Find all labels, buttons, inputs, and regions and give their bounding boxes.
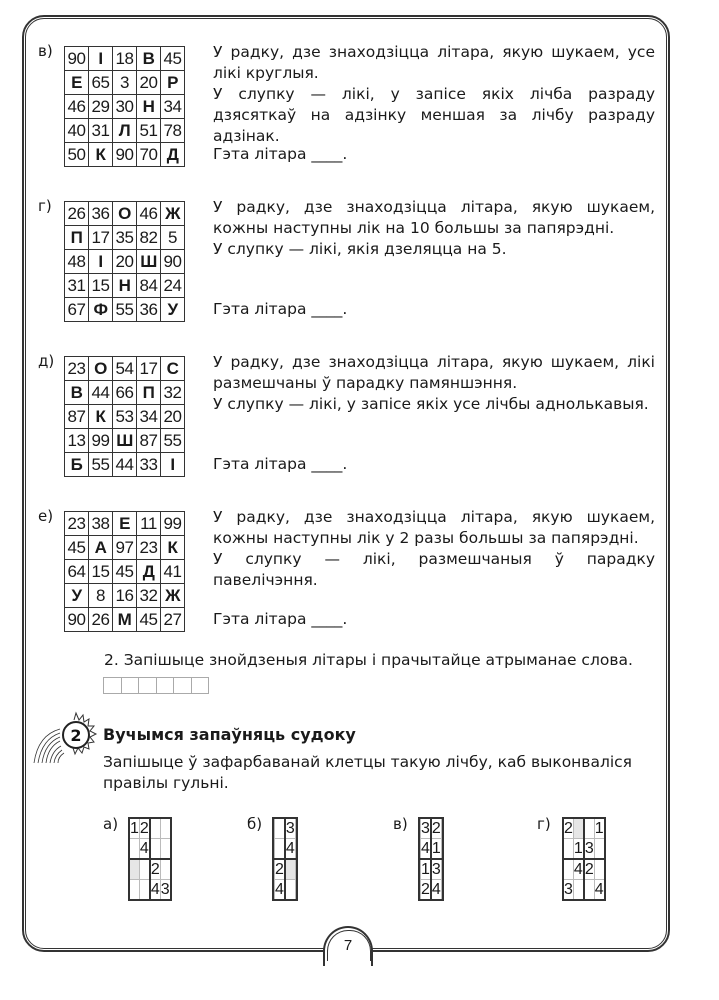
grid-number-cell: 20 [113, 250, 137, 274]
grid-row [65, 47, 185, 71]
grid-number-cell: 82 [137, 226, 161, 250]
sudoku-shaded-cell[interactable] [441, 880, 443, 901]
grid-row [65, 202, 185, 226]
sudoku-cell [573, 880, 583, 901]
sudoku-cell: 4 [285, 839, 295, 860]
task-condition: У радку, дзе знаходзіцца літара, якую шукаем, лікі размешчаны ў парадку памяншэння. [213, 353, 655, 392]
grid-number-cell: 78 [161, 119, 185, 143]
grid-number-cell: 8 [89, 584, 113, 608]
sudoku-cell [285, 880, 295, 901]
answer-line[interactable]: Гэта літара ____. [213, 300, 348, 318]
grid-number-cell: 17 [89, 226, 113, 250]
letter-grid [64, 201, 185, 322]
sudoku-label: а) [103, 815, 119, 833]
grid-letter-cell: Ш [113, 429, 137, 453]
grid-number-cell: 50 [65, 143, 89, 167]
sudoku-cell: 4 [431, 880, 441, 901]
grid-number-cell: 46 [137, 202, 161, 226]
answer-box[interactable] [138, 677, 157, 694]
grid-letter-cell: У [65, 584, 89, 608]
sudoku-cell [129, 839, 139, 860]
grid-number-cell: 51 [137, 119, 161, 143]
answer-line[interactable]: Гэта літара ____. [213, 455, 348, 473]
grid-letter-cell: Ф [89, 298, 113, 322]
sudoku-cell: 3 [285, 819, 295, 837]
grid-number-cell: 27 [161, 608, 185, 632]
task-text [213, 197, 655, 260]
sun-icon [30, 705, 100, 765]
grid-number-cell: 97 [113, 536, 137, 560]
answer-box[interactable] [191, 677, 210, 694]
sudoku-cell: 2 [431, 819, 441, 837]
sudoku-row [563, 880, 605, 901]
sudoku-shaded-cell[interactable] [129, 859, 139, 880]
grid-number-cell: 30 [113, 95, 137, 119]
sudoku-cell [150, 839, 160, 860]
sudoku-row [129, 839, 171, 860]
grid-row [65, 119, 185, 143]
grid-number-cell: 53 [113, 405, 137, 429]
sudoku-cell: 1 [421, 860, 430, 878]
sudoku-row [273, 839, 297, 860]
grid-letter-cell: А [89, 536, 113, 560]
page-number: 7 [343, 937, 353, 954]
grid-number-cell: 55 [161, 429, 185, 453]
task-text [213, 507, 655, 591]
grid-row [65, 226, 185, 250]
task-label: е) [38, 507, 54, 525]
grid-letter-cell: Ш [137, 250, 161, 274]
grid-number-cell: 23 [65, 512, 89, 536]
grid-row [65, 608, 185, 632]
grid-letter-cell: К [161, 536, 185, 560]
grid-number-cell: 64 [65, 560, 89, 584]
grid-letter-cell: Д [137, 560, 161, 584]
task-condition: У слупку — лікі, размешчаныя ў парадку павелічэння. [213, 550, 655, 589]
grid-number-cell: 34 [137, 405, 161, 429]
grid-row [65, 71, 185, 95]
grid-number-cell: 90 [65, 47, 89, 71]
sudoku-cell [139, 859, 149, 880]
grid-number-cell: 24 [161, 274, 185, 298]
grid-number-cell: 44 [89, 381, 113, 405]
grid-number-cell: 90 [113, 143, 137, 167]
sudoku-cell [563, 839, 573, 860]
grid-letter-cell: К [89, 143, 113, 167]
grid-letter-cell: П [137, 381, 161, 405]
grid-number-cell: 84 [137, 274, 161, 298]
letter-grid [64, 46, 185, 167]
grid-row [65, 95, 185, 119]
sudoku-cell [563, 859, 573, 880]
sudoku-cell [295, 839, 297, 860]
grid-number-cell: 55 [113, 298, 137, 322]
grid-number-cell: 15 [89, 274, 113, 298]
sudoku-cell: 3 [563, 880, 573, 901]
question-2: 2. Запішыце знойдзеныя літары і прачытайце атрыманае слова. [104, 651, 633, 669]
sudoku-cell: 1 [594, 819, 604, 837]
sudoku-cell [441, 839, 443, 860]
grid-letter-cell: Н [113, 274, 137, 298]
sudoku-row [273, 818, 297, 839]
letter-grid [64, 356, 185, 477]
grid-row [65, 357, 185, 381]
task-condition: У слупку — лікі, якія дзеляцца на 5. [213, 240, 507, 258]
sudoku-cell: 2 [139, 819, 149, 837]
grid-number-cell: 99 [89, 429, 113, 453]
sudoku-cell: 1 [130, 819, 139, 837]
grid-number-cell: 5 [161, 226, 185, 250]
task-condition: У радку, дзе знаходзіцца літара, якую шукаем, кожны наступны лік на 10 большы за папярэдні. [213, 198, 655, 237]
sudoku-label: г) [537, 815, 551, 833]
grid-number-cell: 26 [89, 608, 113, 632]
grid-letter-cell: М [113, 608, 137, 632]
sudoku-cell: 1 [431, 839, 441, 860]
grid-letter-cell: Л [113, 119, 137, 143]
grid-row [65, 405, 185, 429]
grid-letter-cell: К [89, 405, 113, 429]
sudoku-cell [441, 818, 443, 839]
grid-number-cell: 18 [113, 47, 137, 71]
grid-letter-cell: В [137, 47, 161, 71]
task-condition: У радку, дзе знаходзіцца літара, якую шукаем, усе лікі круглыя. [213, 43, 655, 82]
task-condition: У слупку — лікі, у запісе якіх усе лічбы аднолькавыя. [213, 395, 649, 413]
grid-number-cell: 48 [65, 250, 89, 274]
grid-number-cell: 17 [137, 357, 161, 381]
grid-number-cell: 70 [137, 143, 161, 167]
sudoku-cell [594, 859, 604, 880]
sudoku-cell: 4 [139, 839, 149, 860]
grid-letter-cell: І [89, 250, 113, 274]
grid-row [65, 560, 185, 584]
sudoku-grid [562, 817, 606, 901]
sudoku-cell [295, 880, 297, 901]
sudoku-cell [441, 859, 443, 880]
sudoku-grid [272, 817, 298, 901]
sudoku-label: б) [247, 815, 263, 833]
sudoku-grid [128, 817, 172, 901]
grid-row [65, 512, 185, 536]
sudoku-row [129, 818, 171, 839]
grid-number-cell: 54 [113, 357, 137, 381]
sudoku-row [419, 818, 443, 839]
sudoku-cell: 4 [275, 880, 285, 901]
grid-number-cell: 31 [89, 119, 113, 143]
grid-number-cell: 20 [161, 405, 185, 429]
grid-number-cell: 23 [65, 357, 89, 381]
grid-letter-cell: В [65, 381, 89, 405]
sudoku-cell: 1 [573, 839, 583, 860]
grid-number-cell: 26 [65, 202, 89, 226]
grid-number-cell: 33 [137, 453, 161, 477]
grid-number-cell: 90 [161, 250, 185, 274]
sudoku-cell: 3 [421, 819, 430, 837]
grid-number-cell: 3 [113, 71, 137, 95]
sudoku-cell: 3 [160, 880, 170, 901]
sudoku-row [563, 818, 605, 839]
grid-number-cell: 36 [137, 298, 161, 322]
sudoku-cell [295, 859, 297, 880]
sudoku-cell: 3 [584, 839, 594, 860]
grid-number-cell: 40 [65, 119, 89, 143]
sudoku-cell [584, 880, 594, 901]
sudoku-cell [139, 880, 149, 901]
grid-number-cell: 87 [137, 429, 161, 453]
grid-row [65, 453, 185, 477]
grid-row [65, 143, 185, 167]
sudoku-cell: 4 [150, 880, 160, 901]
grid-number-cell: 46 [65, 95, 89, 119]
sudoku-cell [160, 818, 170, 839]
sudoku-cell [150, 818, 160, 839]
grid-row [65, 250, 185, 274]
grid-number-cell: 35 [113, 226, 137, 250]
grid-row [65, 381, 185, 405]
grid-letter-cell: Н [137, 95, 161, 119]
grid-number-cell: 65 [89, 71, 113, 95]
grid-number-cell: 38 [89, 512, 113, 536]
sudoku-row [563, 859, 605, 880]
grid-number-cell: 87 [65, 405, 89, 429]
sudoku-cell [275, 818, 285, 839]
grid-row [65, 429, 185, 453]
grid-letter-cell: Ж [161, 202, 185, 226]
sudoku-cell: 3 [431, 860, 441, 878]
grid-number-cell: 15 [89, 560, 113, 584]
sudoku-row [419, 859, 443, 880]
sudoku-cell [584, 818, 594, 839]
grid-number-cell: 20 [137, 71, 161, 95]
answer-line[interactable]: Гэта літара ____. [213, 145, 348, 163]
sudoku-cell [275, 839, 285, 860]
answer-boxes [104, 677, 209, 694]
sudoku-row [129, 880, 171, 901]
sudoku-cell [295, 818, 297, 839]
grid-letter-cell: О [113, 202, 137, 226]
sudoku-row [273, 859, 297, 880]
sudoku-cell: 4 [421, 839, 431, 860]
task-label: д) [38, 352, 55, 370]
grid-letter-cell: У [161, 298, 185, 322]
sudoku-cell [160, 859, 170, 880]
grid-letter-cell: П [65, 226, 89, 250]
grid-number-cell: 23 [137, 536, 161, 560]
grid-letter-cell: Ж [161, 584, 185, 608]
grid-letter-cell: І [89, 47, 113, 71]
grid-number-cell: 31 [65, 274, 89, 298]
section-instruction: Запішыце ў зафарбаванай клетцы такую лічбу, каб выконваліся правілы гульні. [103, 753, 632, 792]
letter-grid [64, 511, 185, 632]
grid-number-cell: 45 [137, 608, 161, 632]
grid-letter-cell: І [161, 453, 185, 477]
grid-number-cell: 99 [161, 512, 185, 536]
answer-box[interactable] [103, 677, 122, 694]
grid-number-cell: 45 [65, 536, 89, 560]
task-label: в) [38, 42, 53, 60]
grid-number-cell: 13 [65, 429, 89, 453]
grid-number-cell: 36 [89, 202, 113, 226]
sudoku-shaded-cell[interactable] [285, 859, 295, 880]
sudoku-cell: 2 [564, 819, 573, 837]
grid-row [65, 274, 185, 298]
sudoku-label: в) [393, 815, 408, 833]
grid-letter-cell: Б [65, 453, 89, 477]
sudoku-row [129, 859, 171, 880]
grid-number-cell: 67 [65, 298, 89, 322]
section-number: 2 [70, 726, 82, 745]
task-condition: У радку, дзе знаходзіцца літара, якую шукаем, кожны наступны лік у 2 разы большы за папярэдні. [213, 508, 655, 547]
grid-letter-cell: О [89, 357, 113, 381]
grid-number-cell: 32 [161, 381, 185, 405]
sudoku-cell: 4 [594, 880, 604, 901]
answer-box[interactable] [173, 677, 192, 694]
sudoku-cell: 2 [584, 860, 594, 878]
task-condition: У слупку — лікі, у запісе якіх лічба разраду дзясяткаў на адзінку меншая за лічбу разраду адзінак. [213, 85, 655, 145]
grid-number-cell: 16 [113, 584, 137, 608]
sudoku-shaded-cell[interactable] [573, 818, 583, 839]
grid-number-cell: 41 [161, 560, 185, 584]
sudoku-cell: 2 [421, 880, 431, 901]
sudoku-cell: 4 [573, 860, 583, 878]
sudoku-row [419, 880, 443, 901]
section-title: Вучымся запаўняць судоку [103, 725, 356, 744]
grid-number-cell: 55 [89, 453, 113, 477]
grid-letter-cell: Е [113, 512, 137, 536]
grid-number-cell: 29 [89, 95, 113, 119]
grid-number-cell: 34 [161, 95, 185, 119]
grid-row [65, 584, 185, 608]
answer-box[interactable] [121, 677, 140, 694]
sudoku-row [419, 839, 443, 860]
grid-row [65, 536, 185, 560]
sudoku-cell [129, 880, 139, 901]
sudoku-row [563, 839, 605, 860]
grid-letter-cell: Д [161, 143, 185, 167]
sudoku-row [273, 880, 297, 901]
grid-number-cell: 66 [113, 381, 137, 405]
sudoku-cell [160, 839, 170, 860]
task-text [213, 42, 655, 147]
grid-row [65, 298, 185, 322]
sudoku-cell: 2 [275, 860, 284, 878]
grid-letter-cell: С [161, 357, 185, 381]
task-text [213, 352, 655, 415]
sudoku-cell: 2 [150, 860, 160, 878]
grid-number-cell: 32 [137, 584, 161, 608]
grid-number-cell: 45 [161, 47, 185, 71]
task-label: г) [38, 197, 52, 215]
answer-line[interactable]: Гэта літара ____. [213, 610, 348, 628]
grid-number-cell: 45 [113, 560, 137, 584]
grid-number-cell: 44 [113, 453, 137, 477]
grid-letter-cell: Р [161, 71, 185, 95]
grid-letter-cell: Е [65, 71, 89, 95]
sudoku-cell [594, 839, 604, 860]
sudoku-grid [418, 817, 444, 901]
grid-number-cell: 11 [137, 512, 161, 536]
answer-box[interactable] [156, 677, 175, 694]
grid-number-cell: 90 [65, 608, 89, 632]
